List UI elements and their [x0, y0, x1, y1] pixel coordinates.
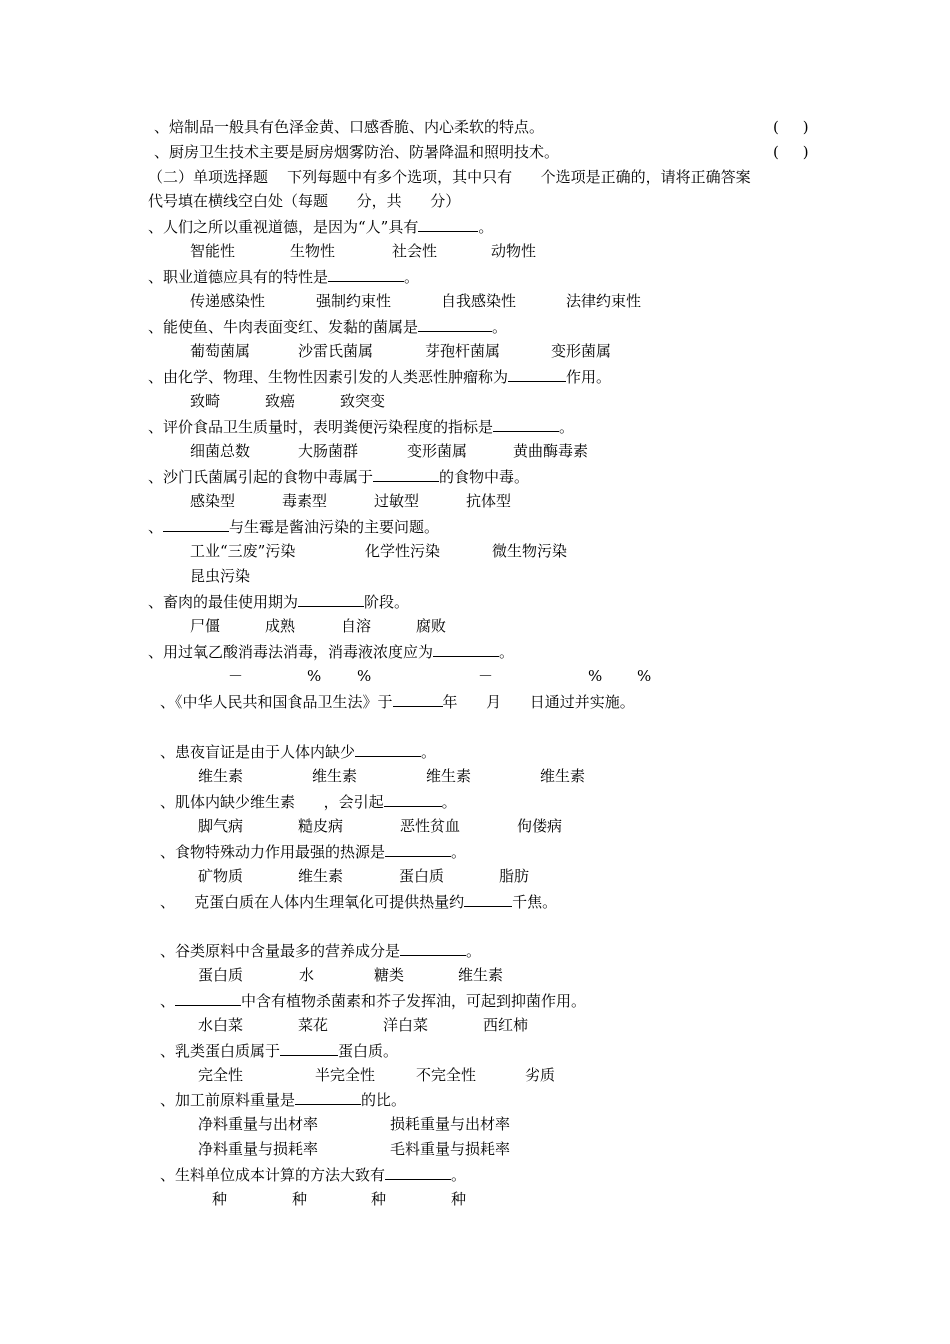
question-stem: 、谷类原料中含量最多的营养成分是	[160, 942, 401, 960]
option-d: 劣质	[525, 1066, 556, 1084]
section-header-line-1: （二）单项选择题 下列每题中有多个选项，其中只有 个选项是正确的，请将正确答案	[148, 168, 751, 186]
option-b: 半完全性	[315, 1066, 376, 1084]
option-a: 感染型	[190, 492, 236, 510]
question-18	[160, 1089, 406, 1109]
judgment-item-2	[154, 142, 559, 162]
option-d: 维生素	[540, 767, 586, 785]
question-stem: 、食物特殊动力作用最强的热源是	[160, 843, 386, 861]
option-b: 种	[292, 1190, 308, 1208]
question-5	[148, 416, 574, 436]
answer-blank[interactable]	[385, 1164, 451, 1180]
question-10	[160, 691, 635, 711]
question-stem: 、由化学、物理、生物性因素引发的人类恶性肿瘤称为	[148, 368, 509, 386]
answer-blank[interactable]	[175, 990, 241, 1006]
option-b: 菜花	[298, 1016, 329, 1034]
question-2	[148, 266, 419, 286]
answer-blank[interactable]	[464, 891, 512, 907]
option-c: 自溶	[341, 617, 372, 635]
question-stem-end: 。	[466, 942, 482, 960]
question-stem-end: 与生霉是酱油污染的主要问题。	[229, 518, 440, 536]
answer-blank[interactable]	[400, 940, 466, 956]
option-range-dash: －	[228, 667, 244, 685]
option-a: 完全性	[198, 1066, 244, 1084]
option-d: 变形菌属	[551, 342, 612, 360]
question-4	[148, 366, 611, 386]
option-d: 脂肪	[499, 867, 530, 885]
answer-blank[interactable]	[393, 691, 443, 707]
option-a: 葡萄菌属	[190, 342, 251, 360]
section-header-line-2: 代号填在横线空白处（每题 分，共 分）	[148, 192, 461, 210]
answer-blank[interactable]	[493, 416, 559, 432]
answer-blank[interactable]	[280, 1040, 338, 1056]
question-stem: 、用过氧乙酸消毒法消毒，消毒液浓度应为	[148, 643, 434, 661]
option-b: 水	[299, 966, 315, 984]
option-d: 昆虫污染	[190, 567, 251, 585]
option-d: 佝偻病	[517, 817, 563, 835]
question-stem-end: 。	[492, 318, 508, 336]
question-stem: 、加工前原料重量是	[160, 1091, 296, 1109]
answer-parentheses: ( )	[773, 143, 809, 161]
answer-parentheses: ( )	[773, 118, 809, 136]
question-stem-end: 。	[559, 418, 575, 436]
option-d: 西红柿	[483, 1016, 529, 1034]
option-c: 维生素	[426, 767, 472, 785]
answer-blank[interactable]	[418, 316, 492, 332]
question-stem-end: 的比。	[361, 1091, 407, 1109]
option-c: 种	[371, 1190, 387, 1208]
answer-blank[interactable]	[433, 641, 499, 657]
question-12	[160, 791, 457, 811]
option-a: 致畸	[190, 392, 221, 410]
question-stem: 、能使鱼、牛肉表面变红、发黏的菌属是	[148, 318, 419, 336]
question-stem: 、 克蛋白质在人体内生理氧化可提供热量约	[160, 893, 465, 911]
option-c: 净料重量与损耗率	[198, 1140, 319, 1158]
question-1	[148, 216, 493, 236]
judgment-text: 、厨房卫生技术主要是厨房烟雾防治、防暑降温和照明技术。	[154, 143, 560, 161]
option-percent: %	[307, 667, 322, 685]
option-a: 矿物质	[198, 867, 244, 885]
option-b: 糙皮病	[298, 817, 344, 835]
option-b: 维生素	[298, 867, 344, 885]
answer-blank[interactable]	[508, 366, 566, 382]
option-a: 智能性	[190, 242, 236, 260]
question-7	[148, 516, 439, 536]
option-a: 细菌总数	[190, 442, 251, 460]
option-d: 抗体型	[466, 492, 512, 510]
answer-blank[interactable]	[385, 841, 451, 857]
question-stem-end: 。	[451, 843, 467, 861]
question-3	[148, 316, 507, 336]
option-a: 尸僵	[190, 617, 221, 635]
option-c: 恶性贫血	[400, 817, 461, 835]
question-14	[160, 891, 557, 911]
question-stem: 、	[160, 992, 176, 1010]
option-d: 毛料重量与损耗率	[390, 1140, 511, 1158]
question-stem: 、沙门氏菌属引起的食物中毒属于	[148, 468, 374, 486]
option-c: 洋白菜	[383, 1016, 429, 1034]
option-d: 种	[451, 1190, 467, 1208]
question-stem: 、生料单位成本计算的方法大致有	[160, 1166, 386, 1184]
question-17	[160, 1040, 398, 1060]
option-b: 致癌	[265, 392, 296, 410]
option-d: 维生素	[458, 966, 504, 984]
option-c: 过敏型	[374, 492, 420, 510]
question-stem-end: 。	[478, 218, 494, 236]
option-c: 社会性	[392, 242, 438, 260]
question-13	[160, 841, 466, 861]
judgment-item-1	[154, 117, 544, 137]
question-11	[160, 741, 436, 761]
question-16	[160, 990, 586, 1010]
question-19	[160, 1164, 466, 1184]
option-d: 法律约束性	[566, 292, 642, 310]
answer-blank[interactable]	[295, 1089, 361, 1105]
question-stem-end: 。	[421, 743, 437, 761]
option-c: 蛋白质	[399, 867, 445, 885]
answer-blank[interactable]	[373, 466, 439, 482]
question-stem-end: 千焦。	[512, 893, 558, 911]
option-b: 大肠菌群	[298, 442, 359, 460]
option-percent: %	[357, 667, 372, 685]
option-d: 腐败	[416, 617, 447, 635]
option-percent: %	[588, 667, 603, 685]
question-stem: 、人们之所以重视道德，是因为“人”具有	[148, 218, 419, 236]
question-8	[148, 591, 409, 611]
question-stem-end: 的食物中毒。	[439, 468, 530, 486]
option-b: 生物性	[290, 242, 336, 260]
option-b: 成熟	[265, 617, 296, 635]
option-c: 致突变	[340, 392, 386, 410]
answer-blank[interactable]	[163, 516, 229, 532]
option-b: 维生素	[312, 767, 358, 785]
question-stem: 、	[148, 518, 164, 536]
question-stem-end: 。	[441, 793, 457, 811]
option-c: 芽孢杆菌属	[425, 342, 501, 360]
question-stem-end: 阶段。	[364, 593, 410, 611]
question-stem: 、《中华人民共和国食品卫生法》于	[160, 693, 393, 711]
answer-blank[interactable]	[328, 266, 404, 282]
question-stem-end: 作用。	[566, 368, 612, 386]
option-d: 黄曲酶毒素	[513, 442, 589, 460]
option-c: 糖类	[374, 966, 405, 984]
option-b: 沙雷氏菌属	[298, 342, 374, 360]
question-6	[148, 466, 529, 486]
question-stem-end: 蛋白质。	[338, 1042, 399, 1060]
question-stem-end: 。	[404, 268, 420, 286]
option-a: 维生素	[198, 767, 244, 785]
option-b: 毒素型	[282, 492, 328, 510]
option-a: 净料重量与出材率	[198, 1115, 319, 1133]
option-percent: %	[637, 667, 652, 685]
option-c: 变形菌属	[407, 442, 468, 460]
question-stem-end: 中含有植物杀菌素和芥子发挥油，可起到抑菌作用。	[241, 992, 587, 1010]
option-d: 动物性	[491, 242, 537, 260]
question-stem: 、乳类蛋白质属于	[160, 1042, 281, 1060]
option-a: 蛋白质	[198, 966, 244, 984]
question-stem-end: 。	[451, 1166, 467, 1184]
question-stem: 、肌体内缺少维生素 ，会引起	[160, 793, 384, 811]
option-a: 脚气病	[198, 817, 244, 835]
answer-blank[interactable]	[298, 591, 364, 607]
question-15	[160, 940, 481, 960]
option-c: 自我感染性	[441, 292, 517, 310]
option-a: 水白菜	[198, 1016, 244, 1034]
option-a: 种	[212, 1190, 228, 1208]
option-a: 工业“三废”污染	[190, 542, 296, 560]
question-stem: 、职业道德应具有的特性是	[148, 268, 329, 286]
option-b: 强制约束性	[316, 292, 392, 310]
option-c: 微生物污染	[492, 542, 568, 560]
question-stem: 、评价食品卫生质量时，表明粪便污染程度的指标是	[148, 418, 494, 436]
option-b: 损耗重量与出材率	[390, 1115, 511, 1133]
question-stem-end: 年 月 日通过并实施。	[442, 693, 635, 711]
question-stem: 、畜肉的最佳使用期为	[148, 593, 299, 611]
option-b: 化学性污染	[365, 542, 441, 560]
option-a: 传递感染性	[190, 292, 266, 310]
question-stem-end: 。	[499, 643, 515, 661]
option-c: 不完全性	[416, 1066, 477, 1084]
judgment-text: 、焙制品一般具有色泽金黄、口感香脆、内心柔软的特点。	[154, 118, 545, 136]
answer-blank[interactable]	[355, 741, 421, 757]
answer-blank[interactable]	[418, 216, 478, 232]
question-9	[148, 641, 514, 661]
answer-blank[interactable]	[384, 791, 442, 807]
question-stem: 、患夜盲证是由于人体内缺少	[160, 743, 356, 761]
option-range-dash: －	[478, 667, 494, 685]
